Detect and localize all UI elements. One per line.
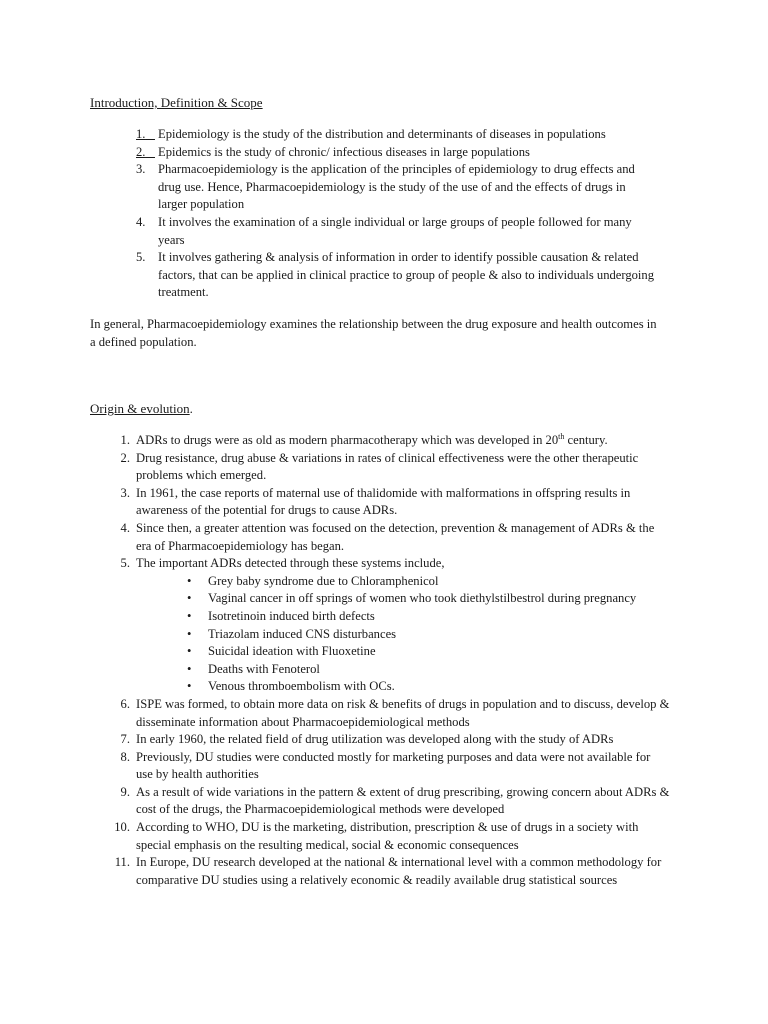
item-number: 9. bbox=[120, 784, 130, 799]
item-text: Epidemiology is the study of the distribution and determinants of diseases in populations bbox=[158, 127, 606, 141]
bullet-item bbox=[184, 661, 670, 679]
list-item bbox=[110, 854, 670, 889]
item-text: In 1961, the case reports of maternal use of thalidomide with malformations in offspring results in awareness of the potential for drugs to cause ADRs. bbox=[136, 485, 631, 518]
item-number: 4. bbox=[136, 214, 146, 229]
bullet-text: Grey baby syndrome due to Chloramphenicol bbox=[208, 573, 439, 588]
list-item bbox=[110, 731, 670, 749]
item-number: 5. bbox=[120, 556, 130, 571]
item-text: Epidemics is the study of chronic/ infectious diseases in large populations bbox=[158, 144, 530, 159]
bullet-item bbox=[184, 573, 670, 591]
heading-period: . bbox=[189, 401, 193, 416]
item-text: ISPE was formed, to obtain more data on risk & benefits of drugs in population and to discuss, develop & disseminate information about Pharmacoepidemiological methods bbox=[136, 696, 670, 729]
bullet-text: Deaths with Fenoterol bbox=[208, 661, 320, 676]
bullet-text: Isotretinoin induced birth defects bbox=[208, 608, 375, 623]
item-text: It involves the examination of a single individual or large groups of people followed for many years bbox=[158, 214, 632, 247]
bullet-item bbox=[184, 678, 670, 696]
list-item bbox=[136, 126, 656, 144]
origin-list bbox=[110, 432, 670, 889]
summary-paragraph: In general, Pharmacoepidemiology examines the relationship between the drug exposure and health outcomes in a defined population. bbox=[90, 317, 657, 349]
bullet-icon: • bbox=[187, 679, 192, 694]
bullet-icon: • bbox=[187, 644, 192, 659]
item-text: Previously, DU studies were conducted mostly for marketing purposes and data were not available for use by health authorities bbox=[136, 749, 651, 782]
bullet-item bbox=[184, 643, 670, 661]
item-number: 4. bbox=[120, 520, 130, 535]
list-item bbox=[136, 161, 656, 214]
item-text-end: century. bbox=[564, 433, 608, 447]
item-number: 10. bbox=[114, 820, 130, 835]
item-text: It involves gathering & analysis of information in order to identify possible causation & related factors, that can be applied in clinical practice to group of people & also to individuals undergoing treatment. bbox=[158, 250, 655, 300]
item-number: 1. bbox=[136, 127, 146, 141]
heading-text: Origin & evolution bbox=[90, 401, 190, 416]
item-number: 3. bbox=[120, 485, 130, 500]
bullet-icon: • bbox=[187, 661, 192, 676]
item-text: As a result of wide variations in the pattern & extent of drug prescribing, growing concern about ADRs & cost of the drugs, the Pharmacoepidemiological methods were developed bbox=[136, 784, 670, 817]
item-number: 6. bbox=[120, 696, 130, 711]
bullet-icon: • bbox=[187, 591, 192, 606]
section-heading-introduction: Introduction, Definition & Scope bbox=[90, 95, 263, 110]
list-item bbox=[110, 784, 670, 819]
bullet-text: Vaginal cancer in off springs of women who took diethylstilbestrol during pregnancy bbox=[208, 591, 637, 606]
bullet-item bbox=[184, 590, 670, 608]
item-number: 11. bbox=[114, 855, 130, 870]
bullet-icon: • bbox=[187, 608, 192, 623]
definition-list bbox=[136, 126, 656, 302]
item-text: ADRs to drugs were as old as modern pharmacotherapy which was developed in 20 bbox=[136, 433, 559, 447]
list-item bbox=[136, 144, 656, 162]
list-item bbox=[136, 249, 656, 302]
item-text: In Europe, DU research developed at the national & international level with a common methodology for comparative DU studies using a relatively economic & readily available drug statistical sources bbox=[136, 855, 662, 887]
item-text: Since then, a greater attention was focused on the detection, prevention & management of ADRs & the era of Pharmacoepidemiology has began. bbox=[136, 520, 655, 553]
section-heading-origin bbox=[90, 400, 193, 418]
item-text: In early 1960, the related field of drug utilization was developed along with the study of ADRs bbox=[136, 732, 614, 747]
list-item bbox=[110, 696, 670, 731]
list-item bbox=[110, 450, 670, 485]
list-item bbox=[110, 819, 670, 854]
list-item bbox=[110, 485, 670, 520]
bullet-item bbox=[184, 608, 670, 626]
item-number: 7. bbox=[120, 732, 130, 747]
adr-bullet-list bbox=[136, 573, 670, 696]
item-number: 5. bbox=[136, 250, 146, 265]
item-number: 2. bbox=[136, 144, 146, 159]
bullet-item bbox=[184, 626, 670, 644]
item-number: 2. bbox=[120, 450, 130, 465]
bullet-text: Triazolam induced CNS disturbances bbox=[208, 626, 397, 641]
list-item bbox=[110, 749, 670, 784]
list-item bbox=[110, 520, 670, 555]
item-number: 8. bbox=[120, 749, 130, 764]
item-number: 1. bbox=[120, 433, 130, 447]
item-text: According to WHO, DU is the marketing, distribution, prescription & use of drugs in a society with special emphasis on the resulting medical, social & economic consequences bbox=[136, 820, 639, 852]
list-item bbox=[136, 214, 656, 249]
bullet-text: Suicidal ideation with Fluoxetine bbox=[208, 644, 376, 659]
bullet-text: Venous thromboembolism with OCs. bbox=[208, 679, 395, 694]
item-text: Pharmacoepidemiology is the application of the principles of epidemiology to drug effects and drug use. Hence, Pharmacoepidemiology is the study of the use of and the effects of drugs in larger population bbox=[158, 162, 635, 212]
item-text: Drug resistance, drug abuse & variations in rates of clinical effectiveness were the other therapeutic problems which emerged. bbox=[136, 450, 639, 483]
list-item bbox=[110, 432, 670, 450]
superscript: th bbox=[558, 431, 565, 441]
item-number: 3. bbox=[136, 162, 146, 177]
bullet-icon: • bbox=[187, 573, 192, 588]
item-text: The important ADRs detected through these systems include, bbox=[136, 556, 445, 571]
list-item bbox=[110, 555, 670, 696]
bullet-icon: • bbox=[187, 626, 192, 641]
